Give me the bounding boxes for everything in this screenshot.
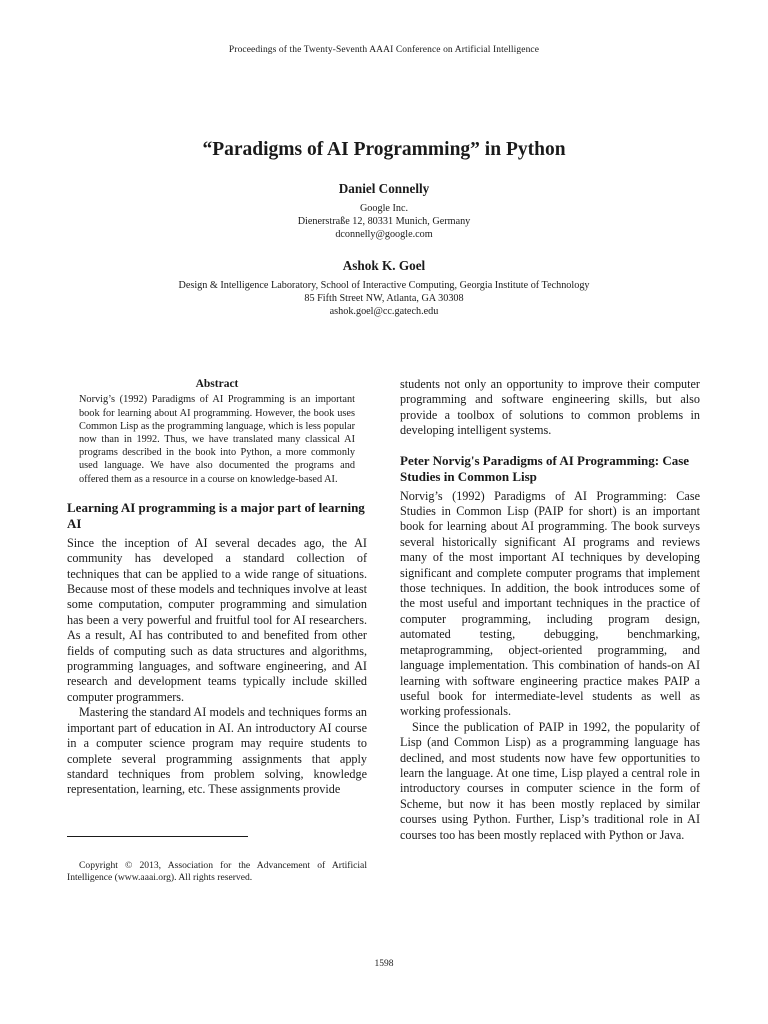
author-name: Ashok K. Goel bbox=[342, 258, 426, 273]
author-name: Daniel Connelly bbox=[338, 181, 430, 196]
author-block-1 bbox=[0, 181, 768, 241]
page-number: 1598 bbox=[374, 959, 394, 969]
author-email: ashok.goel@cc.gatech.edu bbox=[329, 306, 439, 317]
right-column bbox=[400, 377, 700, 843]
paper-title: “Paradigms of AI Programming” in Python bbox=[202, 139, 566, 160]
abstract-text: Norvig’s (1992) Paradigms of AI Programming is an important book for learning about AI programming. However, the book uses Common Lisp as the programming language, which is less popular now than in 1992. Thus, we have translated many classical AI programs described in the book into Python, a more commonly used language. We have also documented the programs and offered them as a resource in a course on knowledge-based AI. bbox=[79, 394, 355, 485]
author-address: Dienerstraße 12, 80331 Munich, Germany bbox=[297, 216, 471, 227]
paragraph: Norvig’s (1992) Paradigms of AI Programming: Case Studies in Common Lisp (PAIP for short) is an important book for learning about AI programming. The book surveys several historically significant AI programs and reviews many of the most important AI techniques by developing significant and complete computer programs that implement those techniques. In addition, the book introduces some of the most useful and important techniques in the practice of computer programming, including program design, automated testing, debugging, benchmarking, metaprogramming, object-oriented programming, and language implementation. This combination of hands-on AI learning with software engineering practice makes PAIP a useful book for intermediate-level students as well as working professionals. bbox=[400, 488, 700, 719]
author-email: dconnelly@google.com bbox=[335, 229, 433, 240]
footnote-rule bbox=[67, 836, 248, 837]
author-block-2 bbox=[0, 258, 768, 318]
paragraph: Since the inception of AI several decades ago, the AI community has developed a standard collection of techniques that can be applied to a wide range of situations. Because most of these models and techniques involve at least some computation, computer programming and simulation has been a very powerful and fruitful tool for AI researchers. As a result, AI has contributed to and benefited from other fields of computing such as data structures and algorithms, programming languages, and software engineering, and AI research and development teams typically include skilled computer programmers. bbox=[67, 535, 367, 704]
paragraph: Mastering the standard AI models and techniques forms an important part of education in AI. An introductory AI course in a computer science program may require students to complete several programming assignments that apply standard techniques from problem solving, knowledge representation, learning, etc. These assignments provide bbox=[67, 705, 367, 797]
author-address: 85 Fifth Street NW, Atlanta, GA 30308 bbox=[304, 293, 464, 304]
running-head: Proceedings of the Twenty-Seventh AAAI Conference on Artificial Intelligence bbox=[228, 45, 540, 55]
section-heading: Learning AI programming is a major part of learning AI bbox=[67, 499, 365, 531]
paragraph-continued: students not only an opportunity to improve their computer programming and software engineering skills, but also provide a toolbox of solutions to common problems in developing intelligent systems. bbox=[400, 377, 700, 438]
abstract-heading: Abstract bbox=[195, 378, 239, 390]
section-heading: Peter Norvig's Paradigms of AI Programming: Case Studies in Common Lisp bbox=[400, 452, 690, 484]
copyright-notice: Copyright © 2013, Association for the Advancement of Artificial Intelligence (www.aaai.org). All rights reserved. bbox=[67, 860, 367, 883]
author-affiliation: Google Inc. bbox=[359, 203, 409, 214]
paragraph: Since the publication of PAIP in 1992, the popularity of Lisp (and Common Lisp) as a programming language has declined, and most students now have few opportunities to learn the language. At one time, Lisp played a central role in introductory courses in computer science in the form of Scheme, but now it has been mostly replaced by similar courses using Python. Further, Lisp’s traditional role in AI courses too has been mostly replaced with Python or Java. bbox=[400, 719, 700, 842]
left-column bbox=[67, 377, 367, 798]
author-affiliation: Design & Intelligence Laboratory, School of Interactive Computing, Georgia Institute of Technology bbox=[178, 280, 590, 291]
